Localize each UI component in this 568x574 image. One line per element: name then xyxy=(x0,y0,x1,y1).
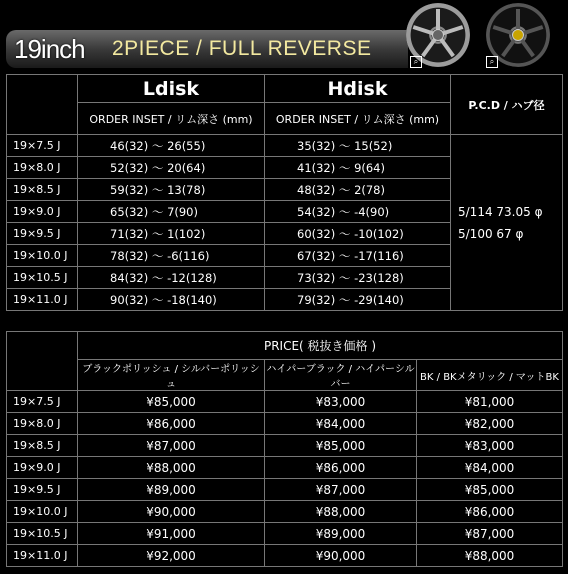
price-cell: ¥88,000 xyxy=(78,457,265,479)
price-cell: ¥86,000 xyxy=(417,501,563,523)
hdisk-to: -17(116) xyxy=(354,248,404,263)
ldisk-from: 59(32) xyxy=(110,182,149,197)
ldisk-to: 26(55) xyxy=(167,138,206,153)
row-size: 19×8.5 J xyxy=(7,435,78,457)
price-cell: ¥81,000 xyxy=(417,391,563,413)
hdisk-to: 15(52) xyxy=(354,138,393,153)
pcd-value: 5/114 73.05 φ xyxy=(458,204,543,219)
ldisk-from: 52(32) xyxy=(110,160,149,175)
row-size: 19×9.5 J xyxy=(7,479,78,501)
hdisk-range: 54(32) 〜 -4(90) xyxy=(265,201,451,223)
hdisk-range: 41(32) 〜 9(64) xyxy=(265,157,451,179)
table-row xyxy=(7,435,563,457)
row-size: 19×10.0 J xyxy=(7,501,78,523)
price-cell: ¥88,000 xyxy=(417,545,563,567)
price-cell: ¥87,000 xyxy=(417,523,563,545)
ldisk-order-inset-label: ORDER INSET / リム深さ (mm) xyxy=(78,103,265,135)
price-cell: ¥83,000 xyxy=(265,391,417,413)
ldisk-to: 7(90) xyxy=(167,204,198,219)
hdisk-from: 35(32) xyxy=(297,138,336,153)
ldisk-range: 78(32) 〜 -6(116) xyxy=(78,245,265,267)
price-cell: ¥86,000 xyxy=(265,457,417,479)
row-size: 19×7.5 J xyxy=(7,391,78,413)
ldisk-from: 65(32) xyxy=(110,204,149,219)
ldisk-to: 1(102) xyxy=(167,226,206,241)
table-row xyxy=(7,479,563,501)
ldisk-title: Ldisk xyxy=(78,75,265,103)
ldisk-range: 46(32) 〜 26(55) xyxy=(78,135,265,157)
hdisk-from: 79(32) xyxy=(297,292,336,307)
row-size: 19×11.0 J xyxy=(7,545,78,567)
price-cell: ¥89,000 xyxy=(265,523,417,545)
price-cell: ¥82,000 xyxy=(417,413,563,435)
row-size: 19×9.0 J xyxy=(7,457,78,479)
table-row xyxy=(7,501,563,523)
ldisk-from: 78(32) xyxy=(110,248,149,263)
table-row xyxy=(7,391,563,413)
corner-cell xyxy=(7,332,78,391)
row-size: 19×10.5 J xyxy=(7,267,78,289)
disk-table xyxy=(6,74,563,311)
pcd-value: 5/100 67 φ xyxy=(458,226,524,241)
row-size: 19×7.5 J xyxy=(7,135,78,157)
row-size: 19×11.0 J xyxy=(7,289,78,311)
hdisk-range: 35(32) 〜 15(52) xyxy=(265,135,451,157)
table-row xyxy=(7,545,563,567)
ldisk-range: 84(32) 〜 -12(128) xyxy=(78,267,265,289)
magnify-icon[interactable]: ⌕ xyxy=(486,56,498,68)
table-row xyxy=(7,523,563,545)
price-cell: ¥85,000 xyxy=(265,435,417,457)
price-cell: ¥92,000 xyxy=(78,545,265,567)
ldisk-from: 84(32) xyxy=(110,270,149,285)
table-row xyxy=(7,413,563,435)
price-cell: ¥88,000 xyxy=(265,501,417,523)
hdisk-from: 60(32) xyxy=(297,226,336,241)
price-cell: ¥85,000 xyxy=(417,479,563,501)
price-cell: ¥84,000 xyxy=(265,413,417,435)
price-cell: ¥87,000 xyxy=(265,479,417,501)
ldisk-from: 46(32) xyxy=(110,138,149,153)
hdisk-to: 9(64) xyxy=(354,160,385,175)
table-row xyxy=(7,457,563,479)
ldisk-range: 52(32) 〜 20(64) xyxy=(78,157,265,179)
hdisk-range: 73(32) 〜 -23(128) xyxy=(265,267,451,289)
price-cell: ¥89,000 xyxy=(78,479,265,501)
hdisk-range: 67(32) 〜 -17(116) xyxy=(265,245,451,267)
magnify-icon[interactable]: ⌕ xyxy=(410,56,422,68)
price-cell: ¥90,000 xyxy=(78,501,265,523)
hdisk-from: 54(32) xyxy=(297,204,336,219)
hdisk-range: 60(32) 〜 -10(102) xyxy=(265,223,451,245)
hdisk-from: 41(32) xyxy=(297,160,336,175)
row-size: 19×8.0 J xyxy=(7,157,78,179)
corner-cell xyxy=(7,75,78,135)
hdisk-title: Hdisk xyxy=(265,75,451,103)
hdisk-order-inset-label: ORDER INSET / リム深さ (mm) xyxy=(265,103,451,135)
price-cell: ¥87,000 xyxy=(78,435,265,457)
hdisk-from: 67(32) xyxy=(297,248,336,263)
ldisk-range: 71(32) 〜 1(102) xyxy=(78,223,265,245)
type-title: 2PIECE / FULL REVERSE xyxy=(112,37,372,60)
ldisk-to: -6(116) xyxy=(167,248,210,263)
price-column-header: BK / BKメタリック / マットBK xyxy=(417,360,563,391)
price-cell: ¥86,000 xyxy=(78,413,265,435)
row-size: 19×8.0 J xyxy=(7,413,78,435)
ldisk-range: 65(32) 〜 7(90) xyxy=(78,201,265,223)
hdisk-range: 79(32) 〜 -29(140) xyxy=(265,289,451,311)
pcd-title: P.C.D / ハブ径 xyxy=(451,75,563,135)
ldisk-range: 90(32) 〜 -18(140) xyxy=(78,289,265,311)
row-size: 19×10.5 J xyxy=(7,523,78,545)
price-column-header: ハイパーブラック / ハイパーシルバー xyxy=(265,360,417,391)
price-cell: ¥90,000 xyxy=(265,545,417,567)
price-table xyxy=(6,331,563,567)
hdisk-range: 48(32) 〜 2(78) xyxy=(265,179,451,201)
hdisk-from: 73(32) xyxy=(297,270,336,285)
ldisk-to: -18(140) xyxy=(167,292,217,307)
ldisk-from: 90(32) xyxy=(110,292,149,307)
hdisk-to: 2(78) xyxy=(354,182,385,197)
hdisk-to: -29(140) xyxy=(354,292,404,307)
row-size: 19×8.5 J xyxy=(7,179,78,201)
hdisk-from: 48(32) xyxy=(297,182,336,197)
price-cell: ¥91,000 xyxy=(78,523,265,545)
row-size: 19×10.0 J xyxy=(7,245,78,267)
price-cell: ¥83,000 xyxy=(417,435,563,457)
price-column-header: ブラックポリッシュ / シルバーポリッシュ xyxy=(78,360,265,391)
ldisk-to: 20(64) xyxy=(167,160,206,175)
price-cell: ¥85,000 xyxy=(78,391,265,413)
pcd-values xyxy=(451,135,563,311)
ldisk-from: 71(32) xyxy=(110,226,149,241)
price-cell: ¥84,000 xyxy=(417,457,563,479)
hdisk-to: -4(90) xyxy=(354,204,390,219)
table-row xyxy=(7,135,563,157)
hdisk-to: -23(128) xyxy=(354,270,404,285)
page-header xyxy=(6,30,408,68)
price-title: PRICE( 税抜き価格 ) xyxy=(78,332,563,360)
ldisk-range: 59(32) 〜 13(78) xyxy=(78,179,265,201)
ldisk-to: 13(78) xyxy=(167,182,206,197)
ldisk-to: -12(128) xyxy=(167,270,217,285)
size-title: 19inch xyxy=(14,34,85,64)
row-size: 19×9.5 J xyxy=(7,223,78,245)
row-size: 19×9.0 J xyxy=(7,201,78,223)
hdisk-to: -10(102) xyxy=(354,226,404,241)
